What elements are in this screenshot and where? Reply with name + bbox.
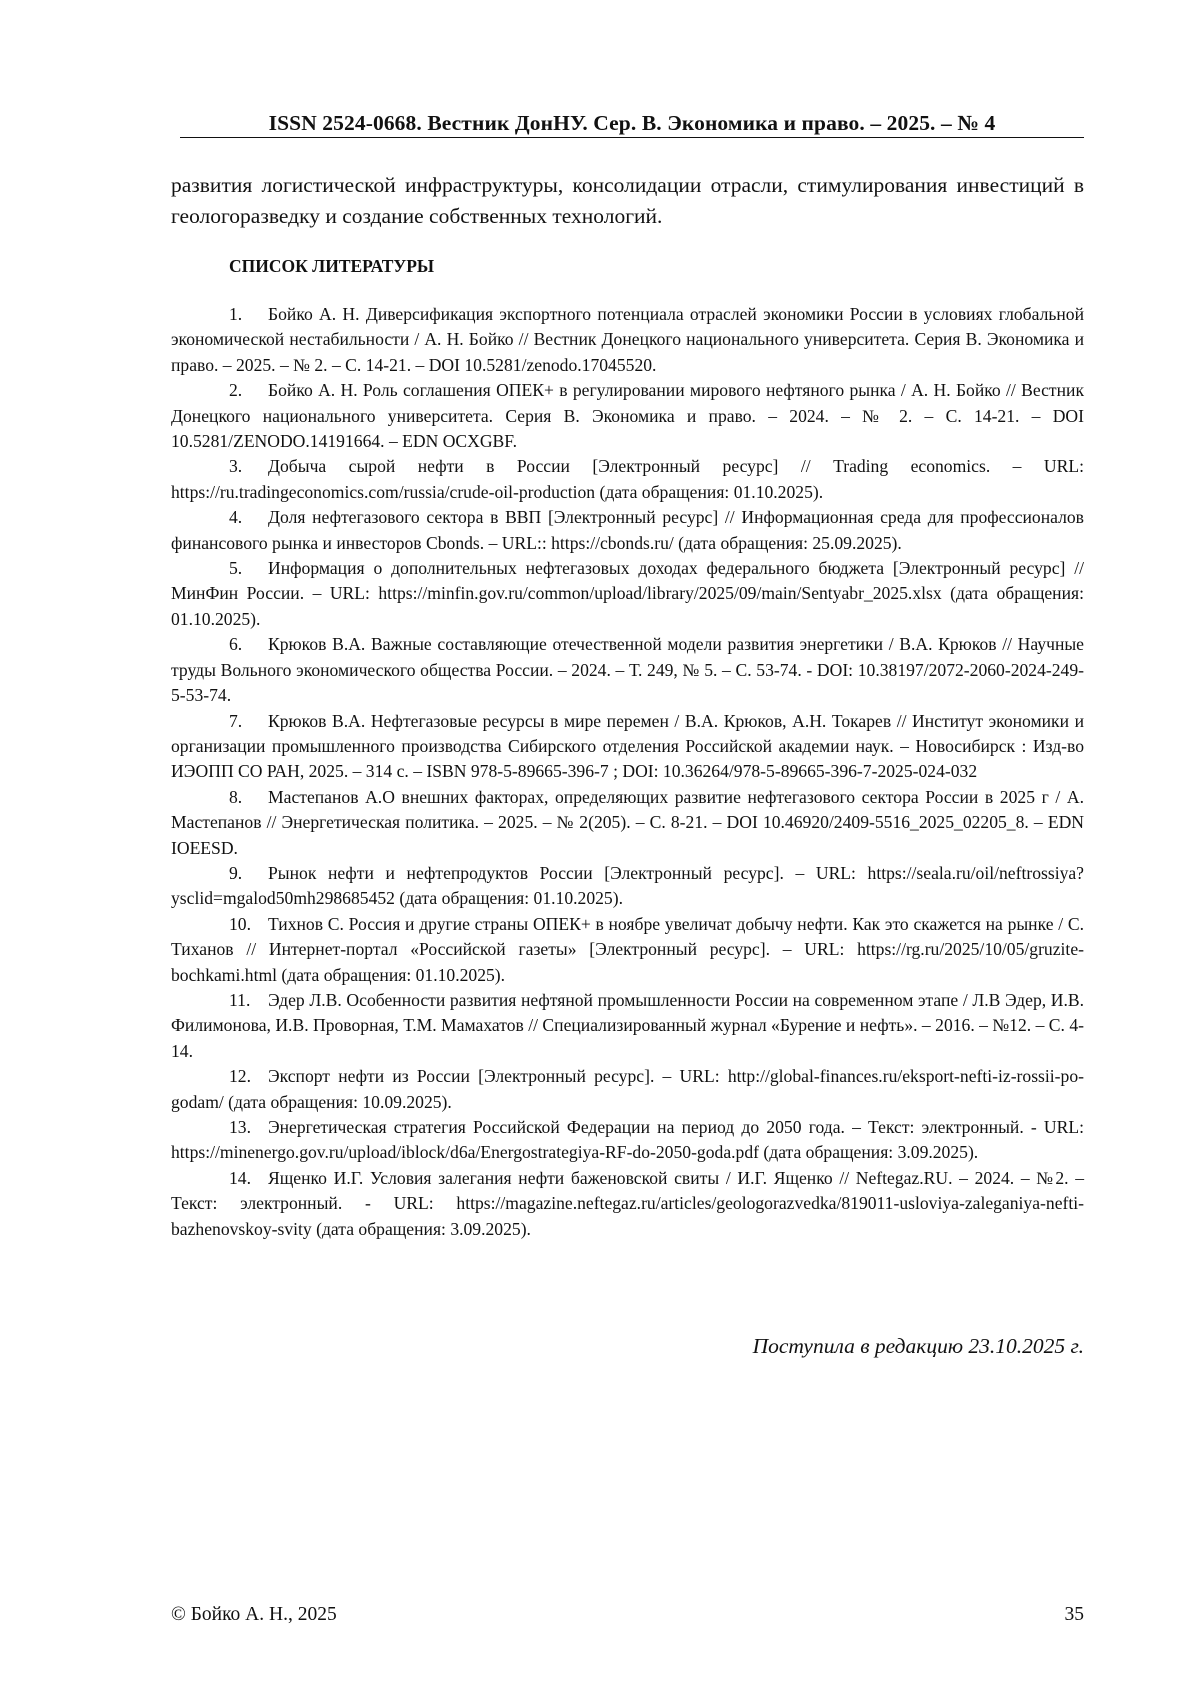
reference-number: 14. bbox=[229, 1167, 251, 1188]
reference-number: 13. bbox=[229, 1117, 251, 1137]
reference-text: Эдер Л.В. Особенности развития нефтяной промышленности России на современном этапе / Л.В Эдер, И.В. Филимонова, И.В. Проворная, Т.М. Мамахатов // Специализированный журнал «Бурение и нефть». – 2016. – №12. – С. 4-14. bbox=[171, 989, 1084, 1061]
reference-number: 4. bbox=[229, 507, 243, 528]
reference-item bbox=[171, 1115, 1084, 1166]
reference-number: 1. bbox=[229, 304, 243, 324]
reference-text: Тихнов С. Россия и другие страны ОПЕК+ в ноябре увеличат добычу нефти. Как это скажется на рынке / С. Тиханов // Интернет-портал «Российской газеты» [Электронный ресурс]. – URL: https://rg.ru/2025/10/05/gruzite-bochkami.html (дата обращения: 01.10.2025). bbox=[171, 913, 1084, 985]
reference-number: 10. bbox=[229, 913, 251, 934]
reference-item bbox=[171, 861, 1084, 912]
received-date: Поступила в редакцию 23.10.2025 г. bbox=[752, 1334, 1084, 1358]
running-header: ISSN 2524-0668. Вестник ДонНУ. Сер. В. Экономика и право. – 2025. – № 4 bbox=[268, 111, 996, 135]
reference-item bbox=[171, 912, 1084, 988]
reference-text: Рынок нефти и нефтепродуктов России [Электронный ресурс]. – URL: https://seala.ru/oil/neftrossiya?ysclid=mgalod50mh298685452 (дата обращения: 01.10.2025). bbox=[171, 862, 1084, 909]
reference-text: Добыча сырой нефти в России [Электронный ресурс] // Trading economics. – URL: https://ru.tradingeconomics.com/russia/crude-oil-production (дата обращения: 01.10.2025). bbox=[171, 456, 1084, 502]
reference-text: Доля нефтегазового сектора в ВВП [Электронный ресурс] // Информационная среда для профессионалов финансового рынка и инвесторов Cbonds. – URL:: https://cbonds.ru/ (дата обращения: 25.09.2025). bbox=[171, 507, 1084, 553]
reference-item bbox=[171, 785, 1084, 861]
reference-text: Крюков В.А. Нефтегазовые ресурсы в мире перемен / В.А. Крюков, А.Н. Токарев // Институт экономики и организации промышленного производства Сибирского отделения Российской академии наук. – Новосибирск : Изд-во ИЭОПП СО РАН, 2025. – 314 с. – ISBN 978-5-89665-396-7 ; DOI: 10.36264/978-5-89665-396-7-2025-024-032 bbox=[171, 710, 1084, 782]
reference-text: Бойко А. Н. Диверсификация экспортного потенциала отраслей экономики России в условиях глобальной экономической нестабильности / А. Н. Бойко // Вестник Донецкого национального университета. Серия В. Экономика и право. – 2025. – № 2. – С. 14-21. – DOI 10.5281/zenodo.17045520. bbox=[171, 304, 1084, 375]
references-list bbox=[171, 302, 1084, 1242]
reference-item bbox=[171, 378, 1084, 454]
reference-text: Ященко И.Г. Условия залегания нефти баженовской свиты / И.Г. Ященко // Neftegaz.RU. – 2024. – №2. – Текст: электронный. - URL: https://magazine.neftegaz.ru/articles/geologorazvedka/819011-usloviya-zaleganiya-nefti-bazhenovskoy-svity (дата обращения: 3.09.2025). bbox=[171, 1167, 1084, 1239]
reference-item bbox=[171, 709, 1084, 785]
reference-item bbox=[171, 1064, 1084, 1115]
reference-number: 2. bbox=[229, 380, 243, 401]
reference-text: Мастепанов А.О внешних факторах, определяющих развитие нефтегазового сектора России в 2025 г / А. Мастепанов // Энергетическая политика. – 2025. – № 2(205). – С. 8-21. – DOI 10.46920/2409-5516_2025_02205_8. – EDN IOEESD. bbox=[171, 786, 1084, 858]
reference-item bbox=[171, 632, 1084, 708]
reference-text: Бойко А. Н. Роль соглашения ОПЕК+ в регулировании мирового нефтяного рынка / А. Н. Бойко // Вестник Донецкого национального университета. Серия В. Экономика и право. – 2024. – № 2. – С. 14-21. – DOI 10.5281/ZENODO.14191664. – EDN OCXGBF. bbox=[171, 380, 1084, 452]
header-rule bbox=[180, 137, 1084, 138]
copyright-notice: © Бойко А. Н., 2025 bbox=[171, 1604, 337, 1625]
reference-text: Энергетическая стратегия Российской Федерации на период до 2050 года. – Текст: электронный. - URL: https://minenergo.gov.ru/upload/iblock/d6a/Energostrategiya-RF-do-2050-goda.pdf (дата обращения: 3.09.2025). bbox=[171, 1117, 1084, 1163]
intro-paragraph: развития логистической инфраструктуры, консолидации отрасли, стимулирования инвестиций в геологоразведку и создание собственных технологий. bbox=[171, 173, 1084, 228]
reference-text: Экспорт нефти из России [Электронный ресурс]. – URL: http://global-finances.ru/eksport-nefti-iz-rossii-po-godam/ (дата обращения: 10.09.2025). bbox=[171, 1066, 1084, 1112]
reference-number: 3. bbox=[229, 456, 243, 477]
reference-item bbox=[171, 302, 1084, 378]
reference-item bbox=[171, 505, 1084, 556]
reference-text: Крюков В.А. Важные составляющие отечественной модели развития энергетики / В.А. Крюков // Научные труды Вольного экономического общества России. – 2024. – Т. 249, № 5. – С. 53-74. - DOI: 10.38197/2072-2060-2024-249-5-53-74. bbox=[171, 634, 1084, 706]
reference-number: 7. bbox=[229, 710, 243, 731]
reference-item bbox=[171, 988, 1084, 1064]
reference-number: 12. bbox=[229, 1066, 251, 1087]
reference-number: 5. bbox=[229, 558, 243, 579]
references-title: СПИСОК ЛИТЕРАТУРЫ bbox=[229, 256, 435, 276]
reference-text: Информация о дополнительных нефтегазовых доходах федерального бюджета [Электронный ресурс] // МинФин России. – URL: https://minfin.gov.ru/common/upload/library/2025/09/main/Sentyabr_2025.xlsx (дата обращения: 01.10.2025). bbox=[171, 558, 1084, 629]
reference-number: 6. bbox=[229, 634, 243, 655]
page-number: 35 bbox=[1064, 1604, 1084, 1625]
reference-number: 8. bbox=[229, 786, 243, 807]
reference-number: 11. bbox=[229, 989, 251, 1010]
reference-number: 9. bbox=[229, 862, 243, 883]
reference-item bbox=[171, 454, 1084, 505]
reference-item bbox=[171, 556, 1084, 632]
reference-item bbox=[171, 1166, 1084, 1242]
